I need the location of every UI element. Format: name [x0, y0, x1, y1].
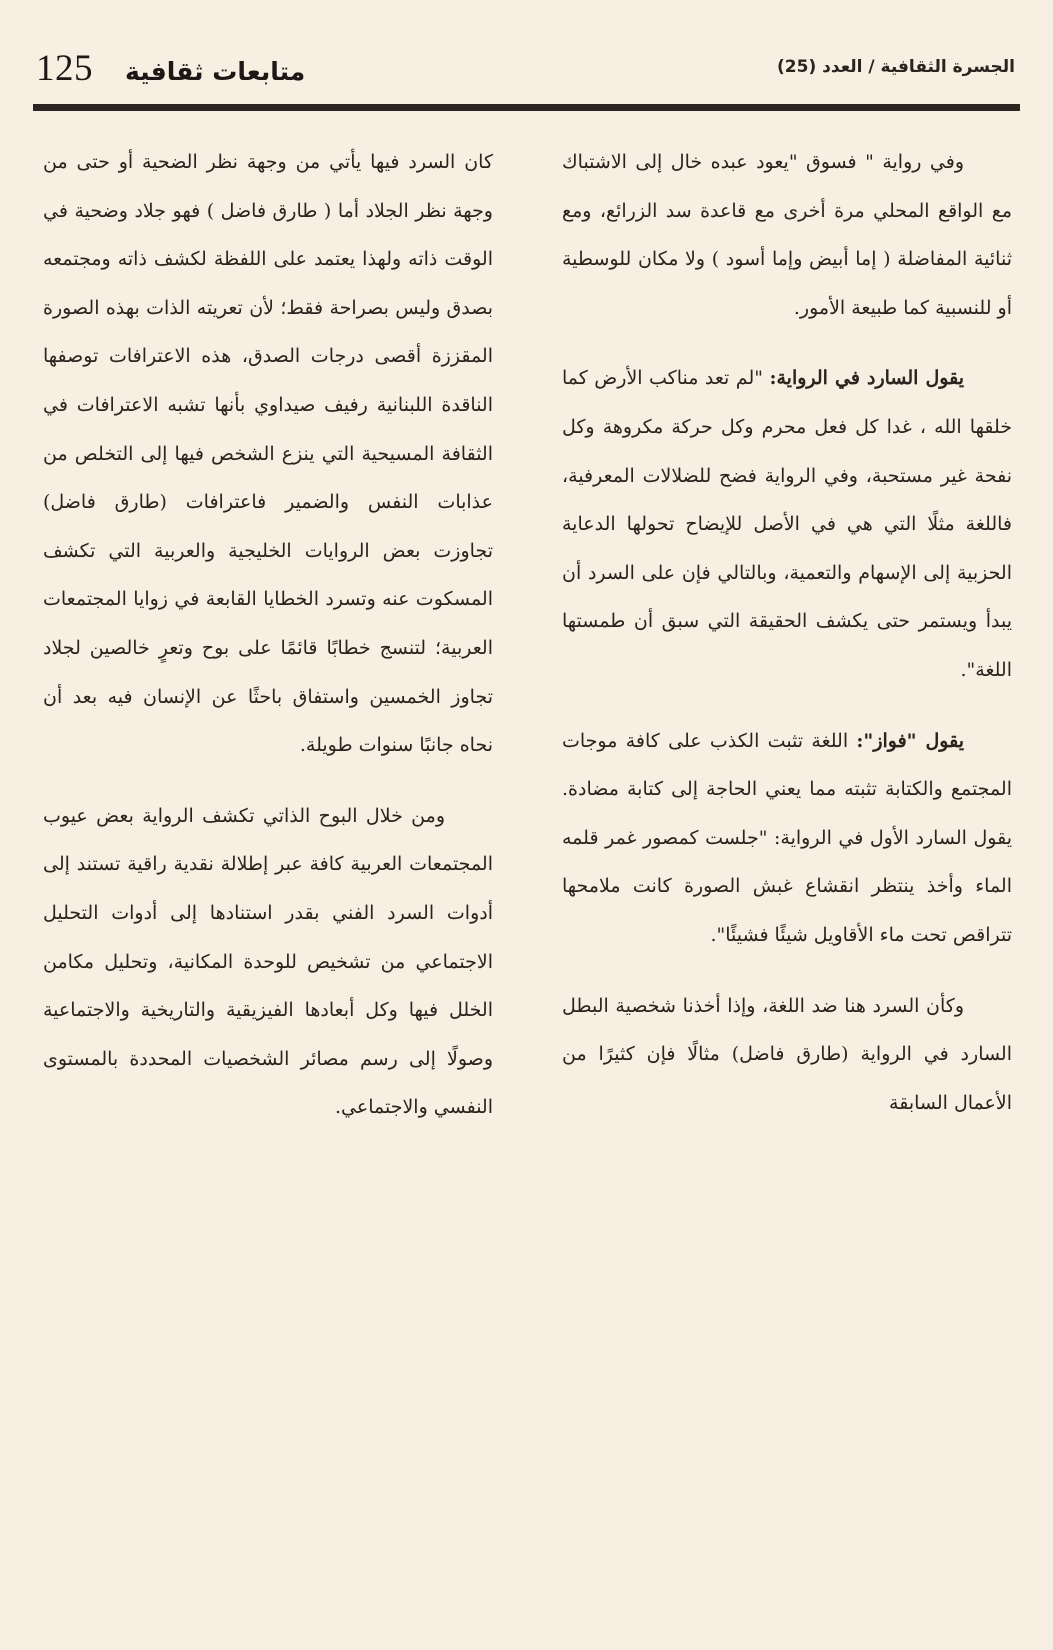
header-rule: [33, 104, 1020, 111]
right-paragraph-4: [562, 982, 1012, 1128]
left-paragraph-2: [43, 792, 493, 1132]
left-text-column: [43, 138, 493, 1132]
left-paragraph-2-text: ومن خلال البوح الذاتي تكشف الرواية بعض عيوب المجتمعات العربية كافة عبر إطلالة نقدية راقية تستند إلى أدوات السرد الفني بقدر استنادها إلى أدوات التحليل الاجتماعي من تشخيص للوحدة المكانية، وتحليل مكامن الخلل فيها وكل أبعادها الفيزيقية والتاريخية والاجتماعية وصولًا إلى رسم مصائر الشخصيات المحددة بالمستوى النفسي والاجتماعي.: [43, 804, 493, 1119]
left-paragraph-1: [43, 138, 493, 770]
right-paragraph-2-lead: يقول السارد في الرواية:: [769, 367, 964, 390]
right-paragraph-1: [562, 138, 1012, 332]
right-paragraph-2: [562, 354, 1012, 694]
left-paragraph-1-text: كان السرد فيها يأتي من وجهة نظر الضحية أو حتى من وجهة نظر الجلاد أما ( طارق فاضل ) فهو جلاد وضحية في الوقت ذاته ولهذا يعتمد على اللفظة لكشف ذاته ومجتمعه بصدق وليس بصراحة فقط؛ لأن تعريته الذات بهذه الصورة المقززة أقصى درجات الصدق، هذه الاعترافات توصفها الناقدة اللبنانية رفيف صيداوي بأنها تشبه الاعترافات في الثقافة المسيحية التي ينزع الشخص فيها إلى التخلص من عذابات النفس والضمير فاعترافات (طارق فاضل) تجاوزت بعض الروايات الخليجية والعربية التي تكشف المسكوت عنه وتسرد الخطايا القابعة في زوايا المجتمعات العربية؛ لتنسج خطابًا قائمًا على بوح وتعرٍ خالصين لجلاد تجاوز الخمسين واستفاق باحثًا عن الإنسان فيه بعد أن نحاه جانبًا سنوات طويلة.: [43, 151, 493, 757]
right-paragraph-2-text: "لم تعد مناكب الأرض كما خلقها الله ، غدا كل فعل محرم وكل حركة مكروهة وكل نفحة غير مستحبة، وفي الرواية فضح للضلالات المعرفية، فاللغة مثلًا التي هي في الأصل للإيضاح تحولها الدعاية الحزبية إلى الإسهام والتعمية، وبالتالي فإن على السرد أن يبدأ ويستمر حتى يكشف الحقيقة التي سبق أن طمستها اللغة".: [562, 367, 1012, 681]
right-text-column: [562, 138, 1012, 1127]
running-head: الجسرة الثقافية / العدد (25): [777, 57, 1015, 77]
right-paragraph-3-text: اللغة تثبت الكذب على كافة موجات المجتمع والكتابة تثبته مما يعني الحاجة إلى كتابة مضادة. يقول السارد الأول في الرواية: "جلست كمصور غمر قلمه الماء وأخذ ينتظر انقشاع غبش الصورة كانت ملامحها تتراقص تحت ماء الأقاويل شيئًا فشيئًا".: [562, 729, 1012, 946]
page-number: 125: [36, 48, 93, 89]
section-title: متابعات ثقافية: [125, 57, 306, 86]
right-paragraph-3: [562, 717, 1012, 960]
right-paragraph-3-lead: يقول "فواز":: [856, 729, 964, 752]
right-paragraph-4-text: وكأن السرد هنا ضد اللغة، وإذا أخذنا شخصية البطل السارد في الرواية (طارق فاضل) مثالًا فإن كثيرًا من الأعمال السابقة: [562, 994, 1012, 1114]
header-left-group: [36, 50, 305, 87]
right-paragraph-1-text: وفي رواية " فسوق "يعود عبده خال إلى الاشتباك مع الواقع المحلي مرة أخرى مع قاعدة سد الزرائع، ومع ثنائية المفاضلة ( إما أبيض وإما أسود ) ولا مكان للوسطية أو للنسبية كما طبيعة الأمور.: [562, 151, 1012, 319]
page-header: [36, 50, 1015, 100]
